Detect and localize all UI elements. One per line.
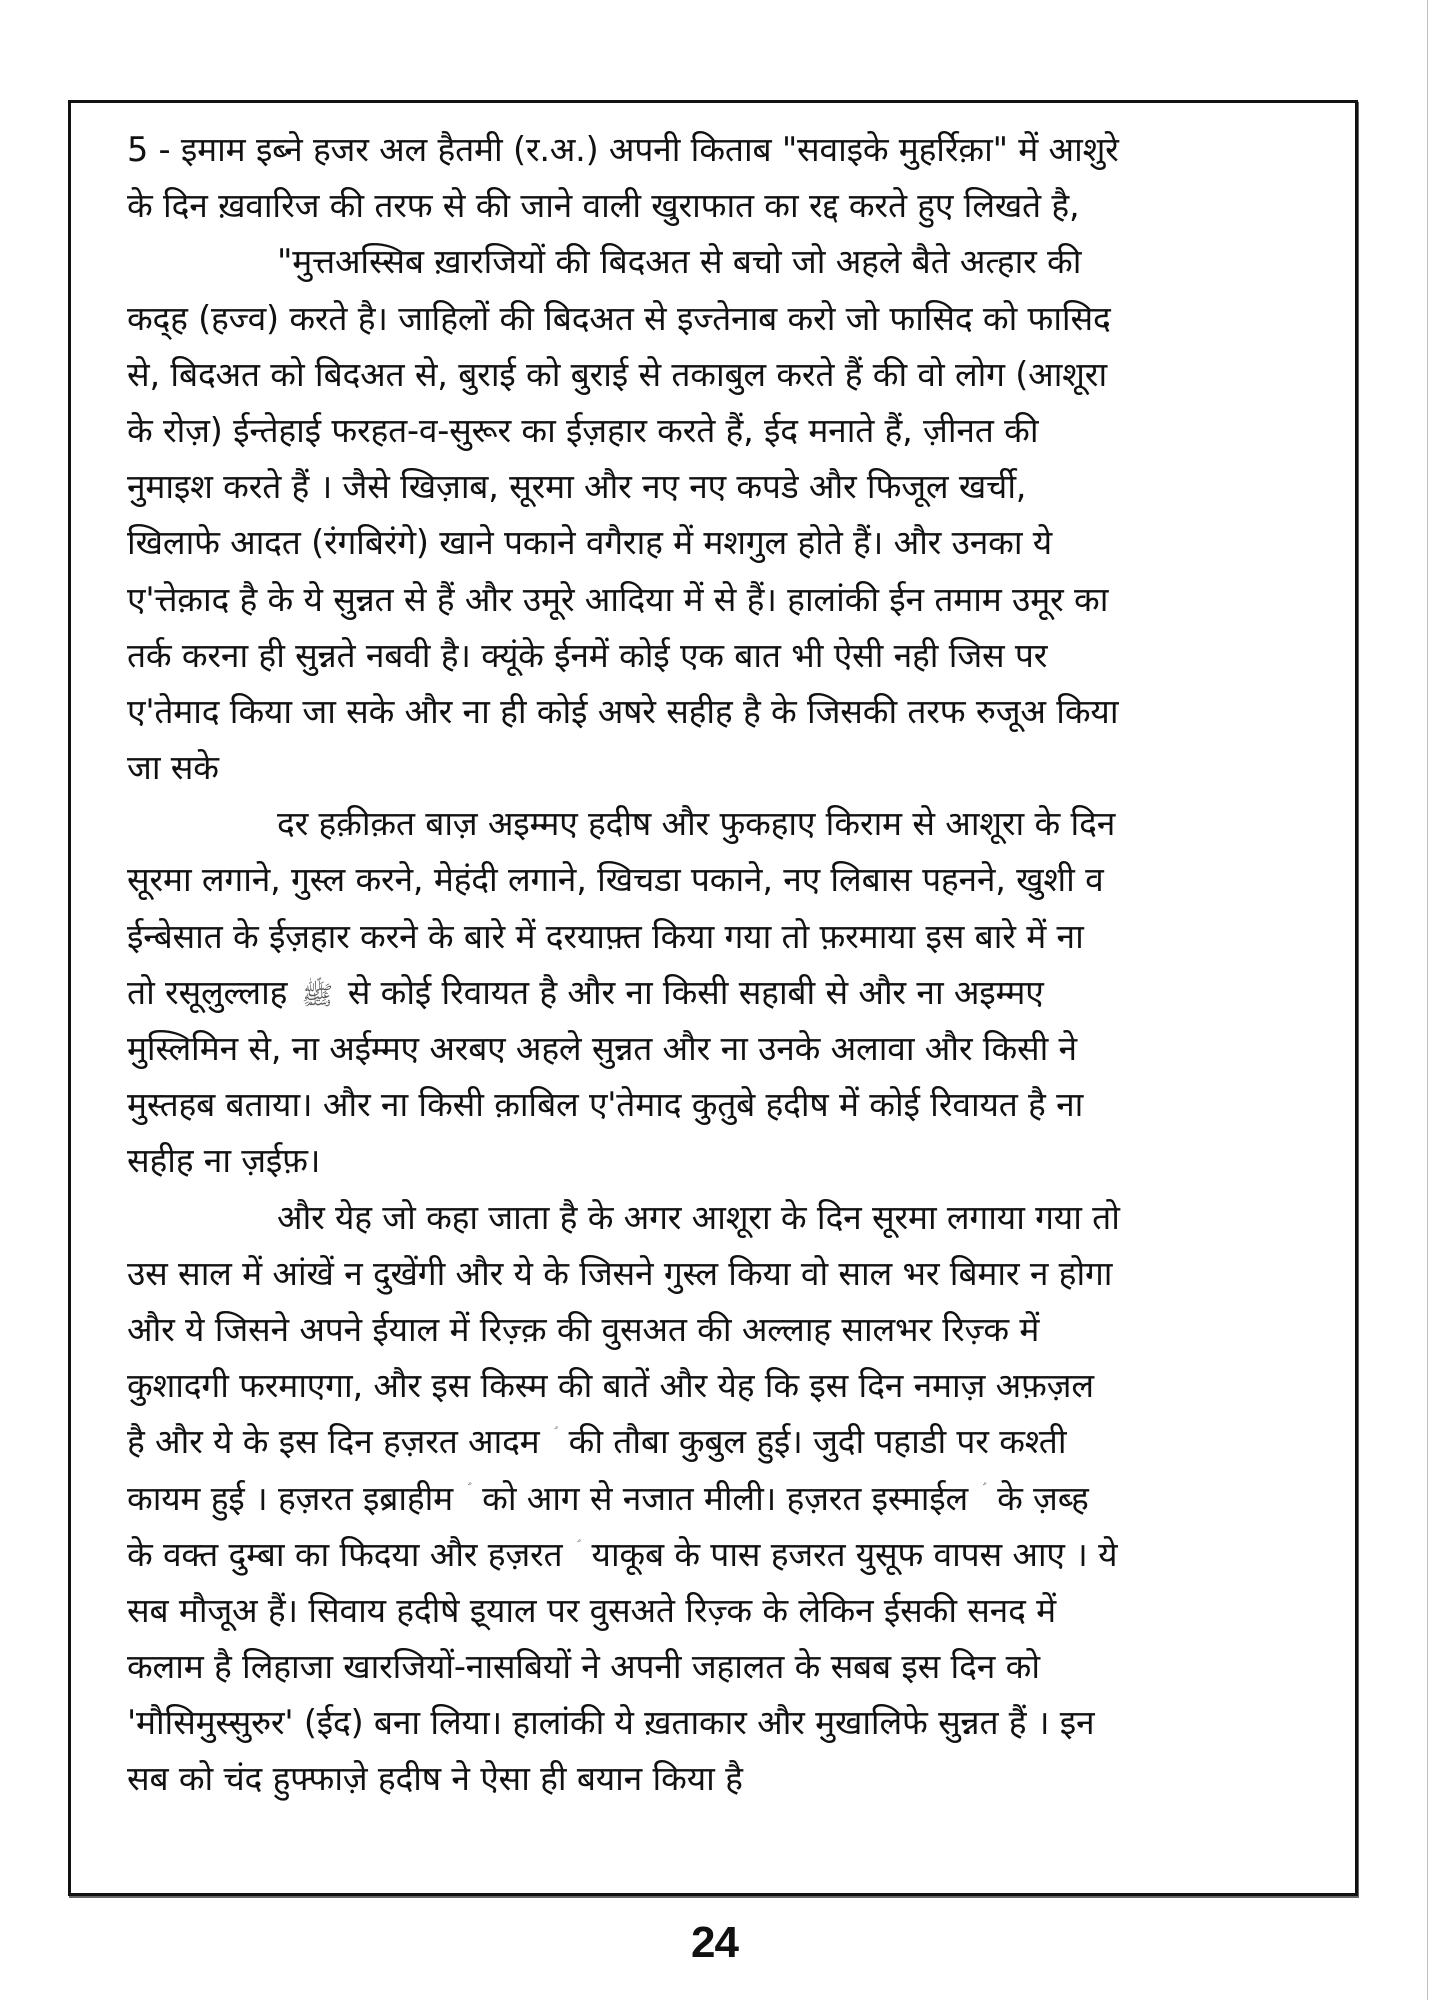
- text-line: सहीह ना ज़ईफ़।: [127, 1141, 321, 1181]
- text-line: कुशादगी फरमाएगा, और इस किस्म की बातें और येह कि इस दिन नमाज़ अफ़ज़ल: [127, 1366, 1094, 1406]
- text-segment: याकूब के पास हजरत युसूफ वापस आए । ये: [591, 1534, 1118, 1574]
- text-segment: से कोई रिवायत है और ना किसी सहाबी से और ना अइम्मए: [347, 972, 1044, 1012]
- text-line: के दिन ख़वारिज की तरफ से की जाने वाली खुराफात का रद्द करते हुए लिखते है,: [127, 186, 1080, 226]
- text-line: ईन्बेसात के ईज़हार करने के बारे में दरयाफ़्त किया गया तो फ़रमाया इस बारे में ना: [127, 916, 1084, 956]
- text-line: मुस्तहब बताया। और ना किसी क़ाबिल ए'तेमाद कुतुबे हदीष में कोई रिवायत है ना: [127, 1085, 1084, 1125]
- text-line: "मुत्तअस्सिब ख़ारजियों की बिदअत से बचो जो अहले बैते अत्हार की: [277, 242, 1082, 282]
- text-line: [127, 965, 1312, 1021]
- text-line: मुस्लिमिन से, ना अईम्मए अरबए अहले सुन्नत और ना उनके अलावा और किसी ने: [127, 1029, 1077, 1068]
- text-line: के रोज़) ईन्तेहाई फरहत-व-सुरूर का ईज़हार करते हैं, ईद मनाते हैं, ज़ीनत की: [127, 410, 1039, 450]
- text-segment: कायम हुई । हज़रत इब्राहीम: [127, 1478, 453, 1518]
- text-segment: की तौबा कुबुल हुई। जुदी पहाडी पर कश्ती: [568, 1422, 1067, 1462]
- text-segment: के ज़ब्ह: [997, 1478, 1089, 1518]
- text-line: ए'तेमाद किया जा सके और ना ही कोई अषरे सहीह है के जिसकी तरफ रुजूअ किया: [127, 691, 1119, 731]
- text-line: तर्क करना ही सुन्नते नबवी है। क्यूंके ईनमें कोई एक बात भी ऐसी नही जिस पर: [127, 635, 1048, 675]
- text-line: [127, 1471, 1312, 1527]
- text-segment: तो रसूलुल्लाह: [127, 972, 288, 1012]
- salawat-symbol-icon: ﷺ: [301, 980, 334, 1011]
- text-line: 5 - इमाम इब्ने हजर अल हैतमी (र.अ.) अपनी किताब "सवाइके मुहर्रिक़ा" में आशुरे: [127, 130, 1119, 169]
- text-segment: को आग से नजात मीली। हज़रत इस्माईल: [482, 1478, 968, 1518]
- text-segment: है और ये के इस दिन हज़रत आदम: [127, 1422, 540, 1462]
- page-number: 24: [691, 1918, 738, 1967]
- text-line: कद्‌ह (हज्व) करते है। जाहिलों की बिदअत से इज्तेनाब करो जो फासिद को फासिद: [127, 298, 1111, 338]
- text-line: कलाम है लिहाजा खारजियों-नासबियों ने अपनी जहालत के सबब इस दिन को: [127, 1647, 1040, 1687]
- text-line: [127, 1414, 1312, 1470]
- text-line: दर हक़ीक़त बाज़ अइम्मए हदीष और फुकहाए किराम से आशूरा के दिन: [277, 804, 1116, 844]
- text-line: सूरमा लगाने, गुस्ल करने, मेहंदी लगाने, खिचडा पकाने, नए लिबास पहनने, खुशी व: [127, 860, 1104, 900]
- page-edge-line: [1427, 0, 1428, 2000]
- text-line: 'मौसिमुस्सुरुर' (ईद) बना लिया। हालांकी ये ख़ताकार और मुखालिफे सुन्नत हैं । इन: [127, 1703, 1095, 1743]
- text-line: ए'त्तेक़ाद है के ये सुन्नत से हैं और उमूरे आदिया में से हैं। हालांकी ईन तमाम उमूर का: [127, 579, 1109, 619]
- text-line: से, बिदअत को बिदअत से, बुराई को बुराई से तकाबुल करते हैं की वो लोग (आशूरा: [127, 354, 1107, 394]
- text-line: और येह जो कहा जाता है के अगर आशूरा के दिन सूरमा लगाया गया तो: [277, 1197, 1120, 1237]
- text-line: सब मौजूअ हैं। सिवाय हदीषे इ्याल पर वुसअते रिज़्क के लेकिन ईसकी सनद में: [127, 1590, 1056, 1630]
- text-line: खिलाफे आदत (रंगबिरंगे) खाने पकाने वगैराह में मशगुल होते हैं। और उनका ये: [127, 523, 1053, 563]
- text-line: [127, 1527, 1312, 1583]
- page-body-text: [127, 122, 1312, 1808]
- text-line: जा सके: [127, 748, 219, 788]
- text-line: नुमाइश करते हैं । जैसे खिज़ाब, सूरमा और नए नए कपडे और फिजूल खर्ची,: [127, 467, 1027, 507]
- text-line: उस साल में आंखें न दुखेंगी और ये के जिसने गुस्ल किया वो साल भर बिमार न होगा: [127, 1253, 1113, 1293]
- text-segment: के वक्त दुम्बा का फिदया और हज़रत: [127, 1534, 563, 1574]
- text-line: सब को चंद हुफ्फाज़े हदीष ने ऐसा ही बयान किया है: [127, 1759, 743, 1799]
- text-line: और ये जिसने अपने ईयाल में रिज़्क़ की वुसअत की अल्लाह सालभर रिज़्क में: [127, 1309, 1040, 1349]
